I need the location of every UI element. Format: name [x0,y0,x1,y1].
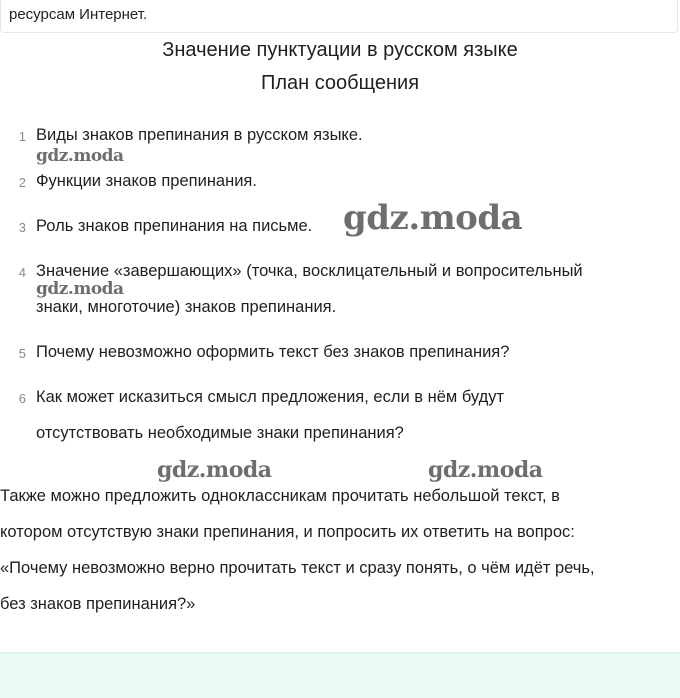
paragraph-line: без знаков препинания?» [0,595,196,613]
plan-item-text: Функции знаков препинания. [36,172,257,190]
plan-item-text: Значение «завершающих» (точка, восклицательный и вопросительный [36,262,583,280]
watermark: gdz.moda [157,457,272,483]
plan-item-text: Как может исказиться смысл предложения, если в нём будут [36,388,505,406]
paragraph-line: котором отсутствую знаки препинания, и попросить их ответить на вопрос: [0,523,575,541]
plan-item-text: Роль знаков препинания на письме. [36,217,313,235]
plan-item-number: 6 [18,391,26,406]
previous-text: ресурсам Интернет. [9,6,148,23]
plan-item-text-continued: знаки, многоточие) знаков препинания. [36,298,337,316]
page-title: Значение пунктуации в русском языке [162,39,518,61]
plan-item-text: Виды знаков препинания в русском языке. [36,126,363,144]
page-subtitle: План сообщения [260,72,420,94]
previous-text-box [0,0,678,33]
plan-item-text: Почему невозможно оформить текст без знаков препинания? [36,343,510,361]
watermark: gdz.moda [428,457,543,483]
paragraph-line: Также можно предложить одноклассникам прочитать небольшой текст, в [0,487,560,505]
paragraph-line: «Почему невозможно верно прочитать текст и сразу понять, о чём идёт речь, [0,559,595,577]
plan-item-text-continued: отсутствовать необходимые знаки препинания? [36,424,404,442]
plan-item-number: 5 [18,346,26,361]
watermark: gdz.moda [343,198,523,238]
plan-item-number: 4 [18,265,26,280]
plan-item-number: 2 [18,175,26,190]
plan-item-number: 3 [18,220,26,235]
watermark: gdz.moda [36,146,124,166]
bottom-panel [0,652,680,698]
watermark: gdz.moda [36,279,124,299]
plan-item-number: 1 [18,129,26,144]
